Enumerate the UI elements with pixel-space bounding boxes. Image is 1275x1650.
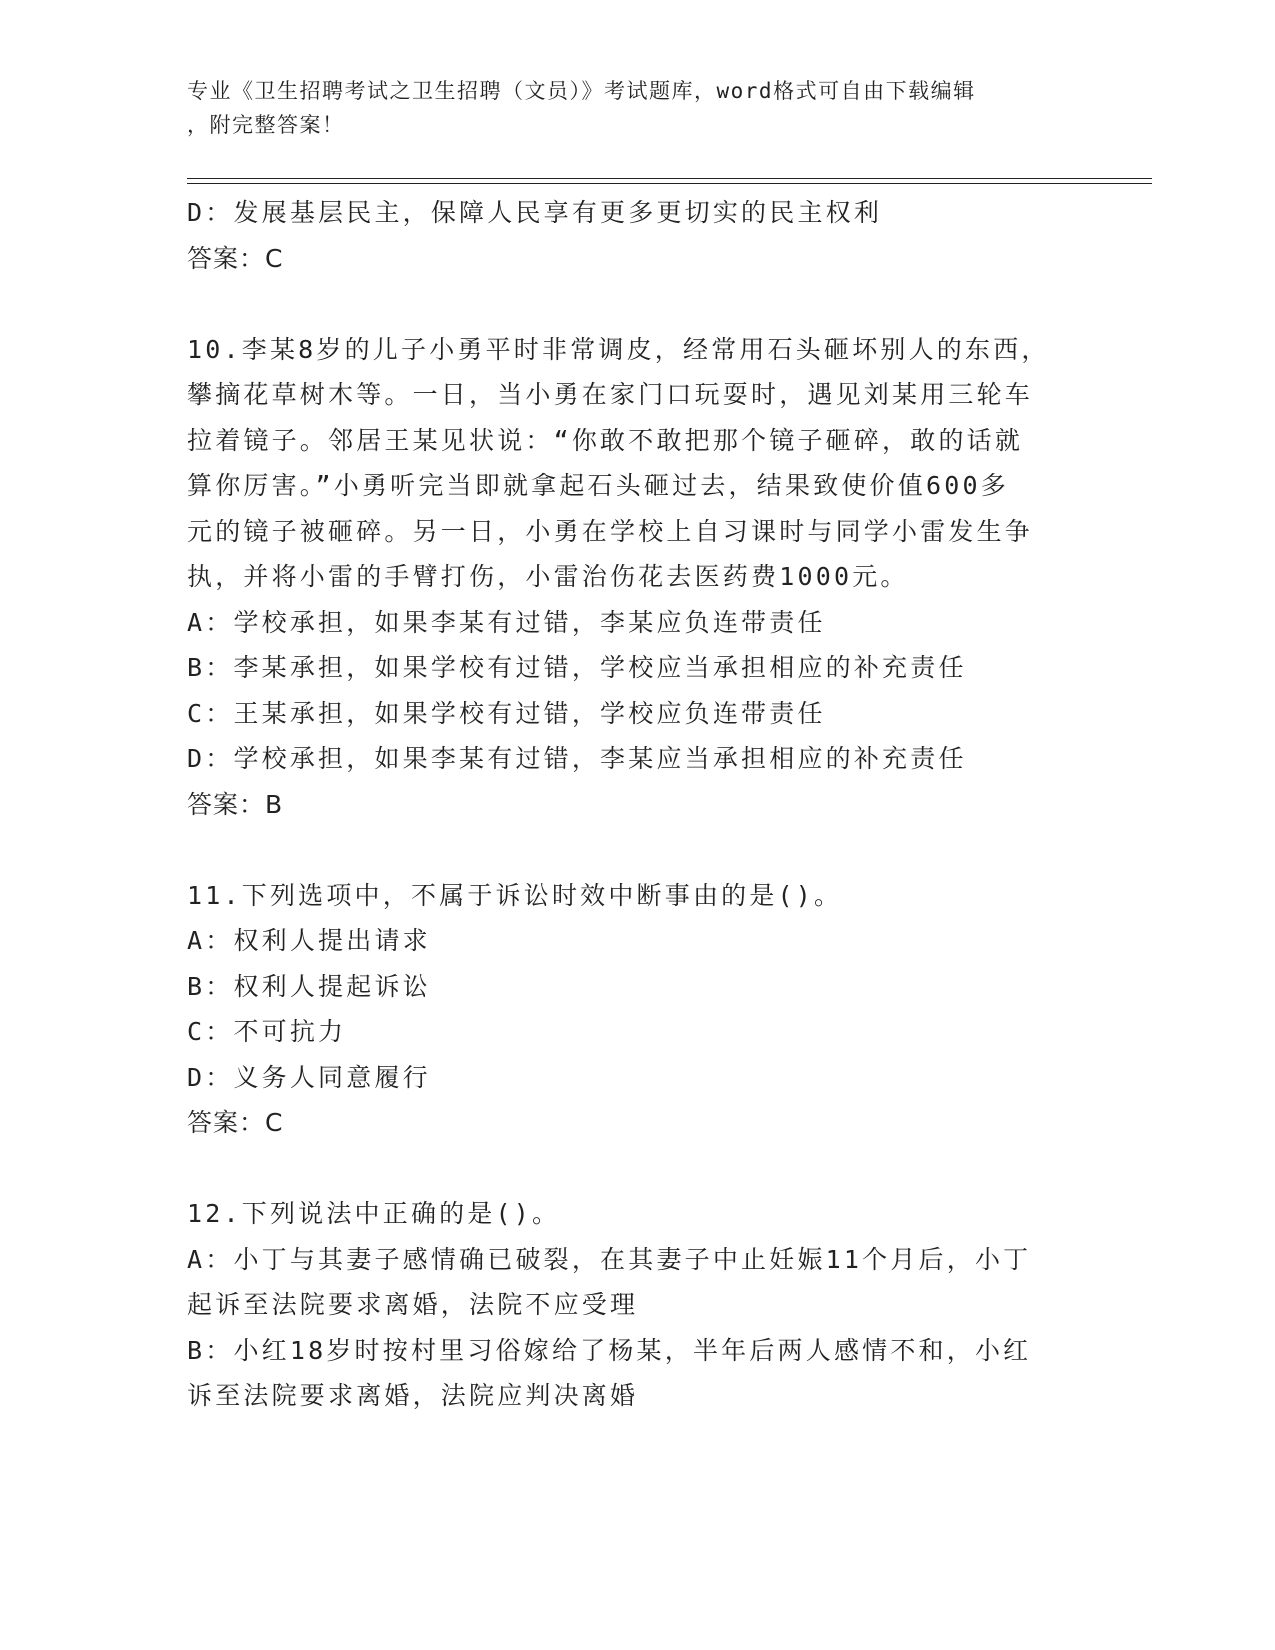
spacer xyxy=(187,827,1087,873)
q10-option-c: C：王某承担，如果学校有过错，学校应负连带责任 xyxy=(187,698,826,728)
q11-option-a: A：权利人提出请求 xyxy=(187,926,431,955)
q11-question: 11.下列选项中，不属于诉讼时效中断事由的是()。 xyxy=(187,880,843,910)
q10-text-line: 执，并将小雷的手臂打伤，小雷治伤花去医药费1000元。 xyxy=(187,562,909,591)
question-content xyxy=(187,190,1087,1419)
q10-text-line: 元的镜子被砸碎。另一日，小勇在学校上自习课时与同学小雷发生争 xyxy=(187,516,1034,546)
q12-question: 12.下列说法中正确的是()。 xyxy=(187,1199,561,1228)
q11-option-d: D：义务人同意履行 xyxy=(187,1062,431,1092)
header-title-line-2: ，附完整答案！ xyxy=(187,113,345,137)
q10-text-line: 拉着镜子。邻居王某见状说：“你敢不敢把那个镜子砸碎，敢的话就 xyxy=(187,425,1024,455)
spacer xyxy=(187,281,1087,327)
prev-option-d: D：发展基层民主，保障人民享有更多更切实的民主权利 xyxy=(187,198,883,227)
question-11 xyxy=(187,873,1087,1146)
document-header xyxy=(187,74,1067,142)
q10-text-line: 攀摘花草树木等。一日，当小勇在家门口玩耍时，遇见刘某用三轮车 xyxy=(187,380,1034,409)
question-12 xyxy=(187,1191,1087,1419)
q10-option-b: B：李某承担，如果学校有过错，学校应当承担相应的补充责任 xyxy=(187,653,967,682)
q12-option-b-line: B：小红18岁时按村里习俗嫁给了杨某，半年后两人感情不和，小红 xyxy=(187,1335,1032,1365)
spacer xyxy=(187,1146,1087,1192)
header-title-line-1: 专业《卫生招聘考试之卫生招聘（文员）》考试题库，word格式可自由下载编辑 xyxy=(187,79,976,103)
q10-text-line: 10.李某8岁的儿子小勇平时非常调皮，经常用石头砸坏别人的东西， xyxy=(187,334,1050,364)
question-10 xyxy=(187,327,1087,828)
q10-answer: 答案：B xyxy=(187,789,284,819)
q12-option-a-line: A：小丁与其妻子感情确已破裂，在其妻子中止妊娠11个月后，小丁 xyxy=(187,1244,1032,1274)
q10-text-line: 算你厉害。”小勇听完当即就拿起石头砸过去，结果致使价值600多 xyxy=(187,471,1009,500)
q10-option-d: D：学校承担，如果李某有过错，李某应当承担相应的补充责任 xyxy=(187,744,967,773)
q10-option-a: A：学校承担，如果李某有过错，李某应负连带责任 xyxy=(187,607,826,637)
q11-option-b: B：权利人提起诉讼 xyxy=(187,971,431,1001)
q12-option-b-line: 诉至法院要求离婚，法院应判决离婚 xyxy=(187,1381,639,1410)
prev-answer: 答案：C xyxy=(187,243,284,273)
header-divider-top xyxy=(187,178,1152,179)
q11-option-c: C：不可抗力 xyxy=(187,1017,347,1046)
header-divider-bottom xyxy=(187,183,1152,184)
q12-option-a-line: 起诉至法院要求离婚，法院不应受理 xyxy=(187,1290,639,1319)
q11-answer: 答案：C xyxy=(187,1108,284,1137)
